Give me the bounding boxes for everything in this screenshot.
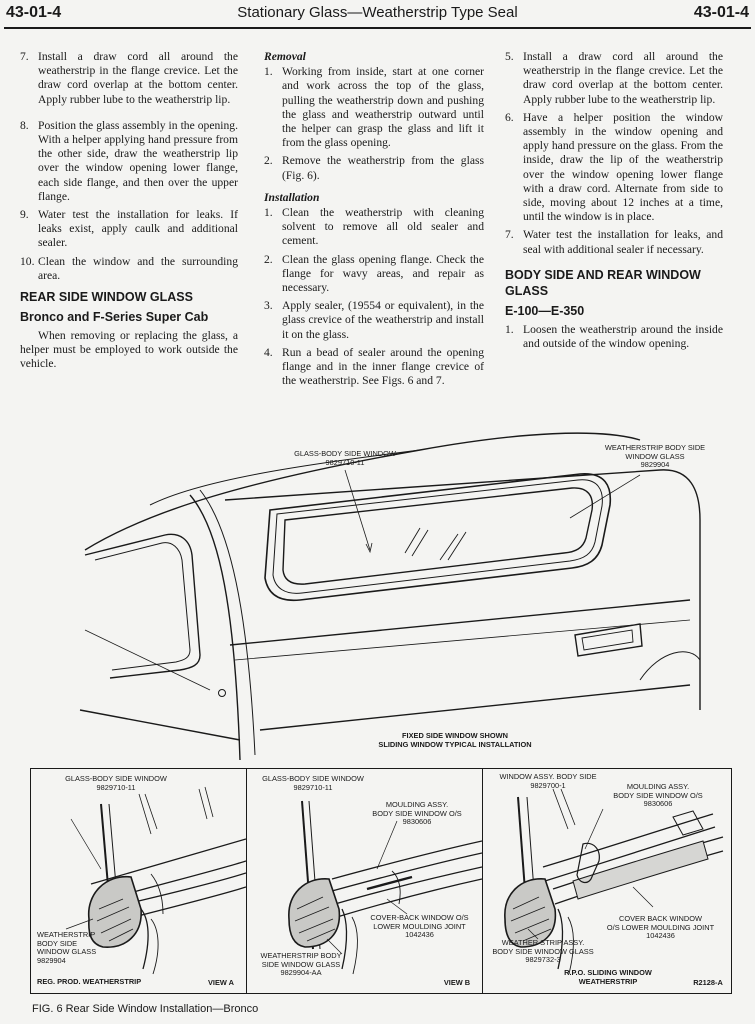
step-number: 5. bbox=[505, 50, 514, 63]
step-item bbox=[264, 346, 484, 389]
header-rule bbox=[4, 27, 751, 29]
text-column-1 bbox=[20, 50, 238, 372]
view-c-bottom-label: R.P.O. SLIDING WINDOW WEATHERSTRIP bbox=[564, 968, 652, 986]
step-number: 2. bbox=[264, 154, 273, 168]
main-illustration bbox=[0, 410, 755, 770]
step-text: Working from inside, start at one corner and work across the top of the glass, pulling the weatherstrip down and pushing the glass and weatherstrip outward until the helper can grasp the glass and lift it from the glass opening. bbox=[282, 65, 484, 150]
step-text: Water test the installation for leaks, and seal with additional sealer if necessary. bbox=[523, 228, 723, 256]
weatherstrip-label: WEATHERSTRIP BODY SIDE WINDOW GLASS 9829904 bbox=[604, 443, 706, 470]
step-item bbox=[264, 154, 484, 182]
section-heading: REAR SIDE WINDOW GLASS bbox=[20, 290, 193, 305]
step-text: Water test the installation for leaks. If leaks exist, apply caulk and additional sealer. bbox=[38, 208, 238, 250]
step-number: 3. bbox=[264, 299, 273, 313]
view-a-panel bbox=[31, 769, 247, 993]
view-a-bottom-label: REG. PROD. WEATHERSTRIP bbox=[37, 977, 142, 986]
glass-label: GLASS-BODY SIDE WINDOW 9829710-11 bbox=[294, 449, 396, 467]
page-number-right: 43-01-4 bbox=[693, 4, 749, 21]
step-number: 1. bbox=[264, 65, 273, 79]
installation-heading: Installation bbox=[264, 190, 320, 204]
step-text: Clean the weatherstrip with cleaning solvent to remove all old sealer and cement. bbox=[282, 206, 484, 248]
view-b-glass-label: GLASS-BODY SIDE WINDOW 9829710-11 bbox=[262, 774, 364, 792]
view-a-glass-label: GLASS-BODY SIDE WINDOW 9829710-11 bbox=[65, 774, 167, 792]
page-number-left: 43-01-4 bbox=[6, 4, 62, 21]
removal-heading: Removal bbox=[264, 50, 306, 63]
view-b-tag: VIEW B bbox=[443, 978, 471, 987]
step-text: Install a draw cord all around the weatherstrip in the flange crevice. Let the draw cord overlap at the bottom center. Apply rubber lube to the weatherstrip lip. bbox=[38, 50, 238, 106]
step-item bbox=[20, 50, 238, 107]
step-item bbox=[505, 323, 723, 351]
page-title: Stationary Glass—Weatherstrip Type Seal bbox=[237, 4, 518, 21]
step-number: 4. bbox=[264, 345, 273, 359]
figure-code: R2128-A bbox=[693, 978, 723, 987]
step-item bbox=[20, 208, 238, 251]
view-b-moulding-label: MOULDING ASSY. BODY SIDE WINDOW O/S 9830606 bbox=[372, 800, 462, 827]
view-c-panel bbox=[483, 769, 731, 993]
step-text: Have a helper position the window assembly in the window opening and apply hand pressure on the glass. From the inside, draw the lip of the weatherstrip over the window opening lower flange with a draw cord. Alternate from side to side, moving about 12 inches at a time, until the window is in place. bbox=[523, 110, 723, 224]
step-text: Run a bead of sealer around the opening flange and in the inner flange crevice of the weatherstrip. See Figs. 6 and 7. bbox=[282, 345, 484, 388]
step-text: Apply sealer, (19554 or equivalent), in the glass crevice of the weatherstrip and install it on the glass. bbox=[282, 299, 484, 341]
step-item bbox=[264, 65, 484, 150]
step-item bbox=[20, 119, 238, 204]
step-item bbox=[264, 253, 484, 296]
step-item bbox=[505, 228, 723, 256]
text-column-3 bbox=[505, 50, 723, 355]
section-subheading: E-100—E-350 bbox=[505, 303, 585, 318]
step-number: 7. bbox=[505, 228, 514, 242]
step-text: Clean the glass opening flange. Check the flange for wavy areas, and repair as necessary. bbox=[282, 252, 484, 295]
view-c-moulding-label: MOULDING ASSY. BODY SIDE WINDOW O/S 9830606 bbox=[613, 782, 703, 809]
view-c-cover-label: COVER BACK WINDOW O/S LOWER MOULDING JOINT 1042436 bbox=[606, 914, 715, 941]
step-item bbox=[20, 255, 238, 283]
view-b-cover-label: COVER-BACK WINDOW O/S LOWER MOULDING JOINT 1042436 bbox=[370, 913, 469, 940]
paragraph: When removing or replacing the glass, a helper must be employed to work outside the vehicle. bbox=[20, 329, 238, 371]
step-text: Remove the weatherstrip from the glass (Fig. 6). bbox=[282, 154, 484, 182]
view-c-weatherstrip-label: WEATHER STRIP ASSY. BODY SIDE WINDOW GLASS 9829732-3 bbox=[492, 938, 594, 965]
step-item bbox=[264, 206, 484, 249]
view-a-weatherstrip-label: WEATHERSTRIP BODY SIDE WINDOW GLASS 9829904 bbox=[37, 930, 97, 965]
step-item bbox=[505, 50, 723, 107]
view-b-weatherstrip-label: WEATHERSTRIP BODY SIDE WINDOW GLASS 9829904-AA bbox=[260, 951, 342, 978]
view-b-panel bbox=[247, 769, 483, 993]
step-number: 1. bbox=[264, 206, 273, 220]
view-a-tag: VIEW A bbox=[207, 978, 234, 987]
step-text: Install a draw cord all around the weatherstrip in the flange crevice. Let the draw cord overlap at the bottom center. Apply rubber lube to the weatherstrip lip. bbox=[523, 50, 723, 106]
section-heading: BODY SIDE AND REAR WINDOW GLASS bbox=[505, 267, 701, 298]
text-column-2 bbox=[264, 50, 484, 392]
step-item bbox=[264, 299, 484, 342]
step-item bbox=[505, 111, 723, 225]
figure-caption: FIG. 6 Rear Side Window Installation—Bronco bbox=[32, 1003, 259, 1015]
step-number: 6. bbox=[505, 110, 514, 124]
step-number: 8. bbox=[20, 118, 29, 132]
step-text: Loosen the weatherstrip around the inside and outside of the window opening. bbox=[523, 322, 723, 351]
step-number: 7. bbox=[20, 50, 29, 63]
step-number: 2. bbox=[264, 252, 273, 266]
step-number: 1. bbox=[505, 322, 514, 336]
step-text: Position the glass assembly in the opening. With a helper applying hand pressure from the other side, draw the weatherstrip lip over the window opening lower flange, each side flange, and then over the upper flange. bbox=[38, 118, 238, 203]
step-number: 10. bbox=[20, 254, 35, 268]
section-subheading: Bronco and F-Series Super Cab bbox=[20, 310, 209, 325]
installation-note: FIXED SIDE WINDOW SHOWN SLIDING WINDOW TYPICAL INSTALLATION bbox=[378, 731, 532, 749]
detail-views-box bbox=[30, 768, 732, 994]
step-text: Clean the window and the surrounding area. bbox=[38, 254, 238, 282]
step-number: 9. bbox=[20, 208, 29, 222]
view-c-window-label: WINDOW ASSY. BODY SIDE 9829700-1 bbox=[499, 772, 597, 790]
page-header bbox=[0, 0, 755, 32]
